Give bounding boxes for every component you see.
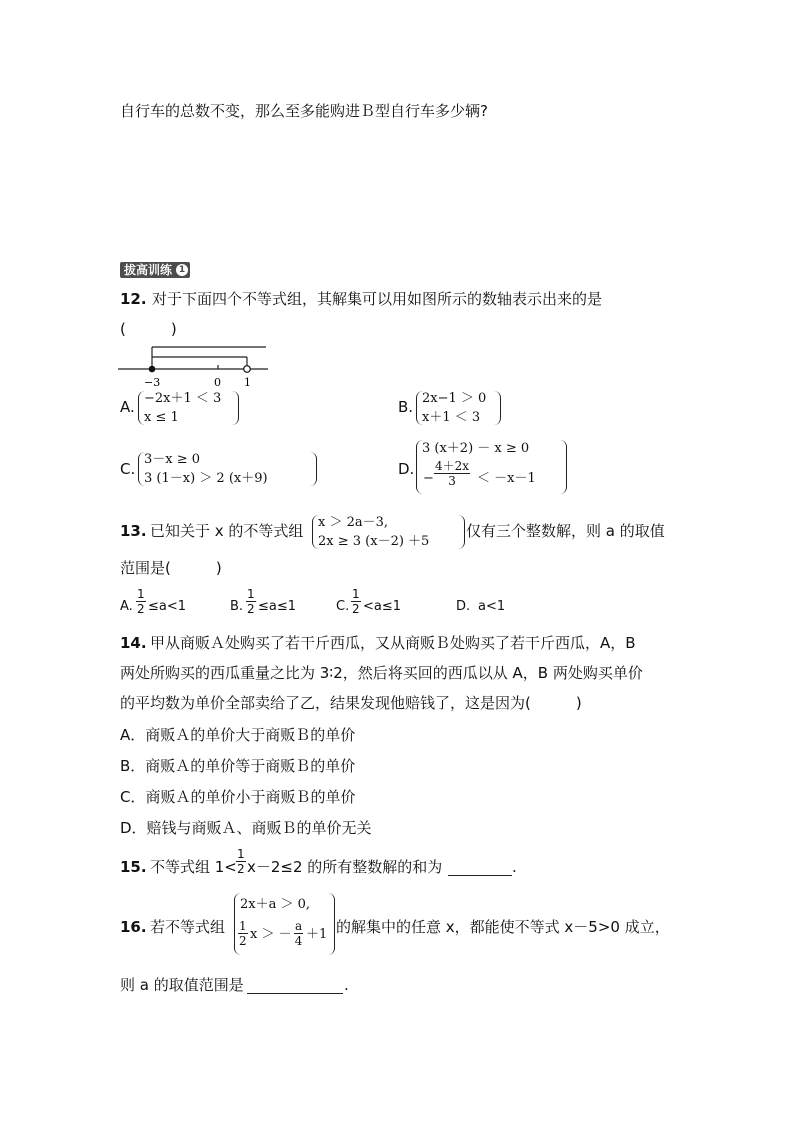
- q16-post: 的解集中的任意 x，都能使不等式 x－5>0 成立，: [336, 918, 670, 936]
- axis-label-0: 0: [214, 376, 221, 389]
- brace-right: [328, 893, 335, 955]
- q15-mid: x－2≤2 的所有整数解的和为: [247, 858, 443, 876]
- q16-sys-line1: 2x＋a ＞ 0,: [240, 897, 311, 912]
- q16-fraction-a4: [294, 920, 303, 947]
- brace-right: [310, 452, 317, 486]
- fraction-denominator: 2: [352, 602, 360, 616]
- q12-option-d-label: D.: [398, 460, 415, 478]
- q16-line2: 则 a 的取值范围是: [120, 976, 244, 994]
- fraction-numerator: 1: [239, 919, 247, 933]
- q13-line2: 范围是( ): [120, 559, 222, 577]
- q12-d-fraction: [434, 460, 470, 487]
- q12-d-line1: 3 (x＋2) － x ≥ 0: [422, 441, 530, 456]
- q14-option-a: A．商贩Ａ的单价大于商贩Ｂ的单价: [120, 726, 356, 744]
- q12-option-a-label: A.: [120, 398, 135, 416]
- fraction-denominator: 2: [137, 602, 145, 616]
- q12-d-minus: −: [423, 471, 434, 486]
- q13-number: 13.: [120, 522, 147, 540]
- fraction-denominator: 2: [237, 862, 245, 876]
- brace-right: [458, 515, 465, 549]
- q12-text: 对于下面四个不等式组，其解集可以用如图所示的数轴表示出来的是: [152, 290, 603, 308]
- q15-number: 15.: [120, 858, 147, 876]
- q13-option-b-label: B.: [230, 599, 244, 614]
- q12-a-line1: −2x＋1 ＜ 3: [144, 391, 222, 406]
- section-badge: [120, 262, 190, 278]
- axis-label-1: 1: [244, 376, 251, 389]
- q13-post: 仅有三个整数解，则 a 的取值: [466, 522, 665, 540]
- axis-label-neg3: −3: [144, 376, 161, 389]
- q14-line2: 两处所购买的西瓜重量之比为 3∶2，然后将买回的西瓜以从 A，B 两处购买单价: [120, 664, 643, 682]
- q13-option-c-fraction: [351, 588, 361, 615]
- fraction-denominator: 2: [239, 934, 247, 948]
- fraction-numerator: 4＋2x: [435, 459, 470, 473]
- q12-a-line2: x ≤ 1: [144, 410, 179, 425]
- closed-dot-icon: [149, 366, 156, 373]
- q16-fraction-half: [238, 920, 248, 947]
- fraction-numerator: 1: [237, 847, 245, 861]
- q13-option-d-text: a<1: [478, 599, 506, 614]
- q13-option-c-label: C.: [336, 599, 350, 614]
- fraction-numerator: 1: [137, 587, 145, 601]
- q16-number: 16.: [120, 918, 147, 936]
- brace-right: [560, 440, 567, 494]
- q13-sys-line2: 2x ≥ 3 (x－2) ＋5: [318, 534, 430, 549]
- fraction-denominator: 3: [448, 474, 456, 488]
- section-badge-label: 拔高训练: [124, 263, 173, 277]
- q12-b-line1: 2x−1 ＞ 0: [422, 391, 487, 406]
- q12-d-line2-rest: ＜ －x－1: [477, 471, 536, 486]
- fraction-numerator: 1: [247, 587, 255, 601]
- q13-option-d-label: D.: [456, 599, 471, 614]
- fraction-denominator: 4: [294, 934, 303, 948]
- q12-c-line2: 3 (1－x) ＞ 2 (x＋9): [144, 471, 268, 486]
- q12-paren: ( ): [120, 320, 177, 338]
- brace-right: [232, 391, 239, 425]
- q13-pre: 已知关于 x 的不等式组: [150, 522, 304, 540]
- q13-option-b-text: ≤a≤1: [258, 599, 297, 614]
- q14-line3: 的平均数为单价全部卖给了乙，结果发现他赔钱了，这是因为( ): [120, 694, 582, 712]
- intro-text: 自行车的总数不变，那么至多能购进Ｂ型自行车多少辆?: [120, 102, 488, 120]
- q13-option-a-text: ≤a<1: [148, 599, 187, 614]
- q16-end: .: [344, 976, 349, 994]
- q13-option-a-label: A.: [120, 599, 133, 614]
- q12-option-b-label: B.: [398, 398, 414, 416]
- q15-end: .: [512, 858, 517, 876]
- q15-pre: 不等式组 1<: [150, 858, 237, 876]
- q14-number: 14.: [120, 634, 147, 652]
- fraction-numerator: 1: [352, 587, 360, 601]
- answer-blank[interactable]: [448, 875, 512, 876]
- q13-option-a-fraction: [136, 588, 146, 615]
- q13-option-c-text: <a≤1: [363, 599, 402, 614]
- q16-pre: 若不等式组: [150, 918, 226, 936]
- brace-right: [494, 391, 501, 425]
- q12-option-c-label: C.: [120, 460, 136, 478]
- q14-option-c: C．商贩Ａ的单价小于商贩Ｂ的单价: [120, 788, 356, 806]
- q15-fraction: [236, 848, 246, 875]
- q14-line1: 甲从商贩Ａ处购买了若干斤西瓜，又从商贩Ｂ处购买了若干斤西瓜，A，B: [150, 634, 636, 652]
- open-dot-icon: [244, 366, 251, 373]
- q13-option-b-fraction: [246, 588, 256, 615]
- answer-blank[interactable]: [247, 993, 343, 994]
- q12-c-line1: 3－x ≥ 0: [144, 452, 201, 467]
- q13-sys-line1: x ＞ 2a－3,: [318, 515, 389, 530]
- q14-option-d: D．赔钱与商贩Ａ、商贩Ｂ的单价无关: [120, 819, 372, 837]
- q12-b-line2: x＋1 ＜ 3: [422, 410, 481, 425]
- number-line-figure: [118, 342, 278, 392]
- q16-sys-line2-end: ＋1: [306, 927, 328, 942]
- fraction-numerator: a: [295, 919, 303, 933]
- q14-option-b: B．商贩Ａ的单价等于商贩Ｂ的单价: [120, 757, 356, 775]
- fraction-denominator: 2: [247, 602, 255, 616]
- q16-sys-line2-mid: x ＞ －: [250, 927, 292, 942]
- section-badge-number: 1: [176, 264, 188, 276]
- q12-number: 12.: [120, 290, 147, 308]
